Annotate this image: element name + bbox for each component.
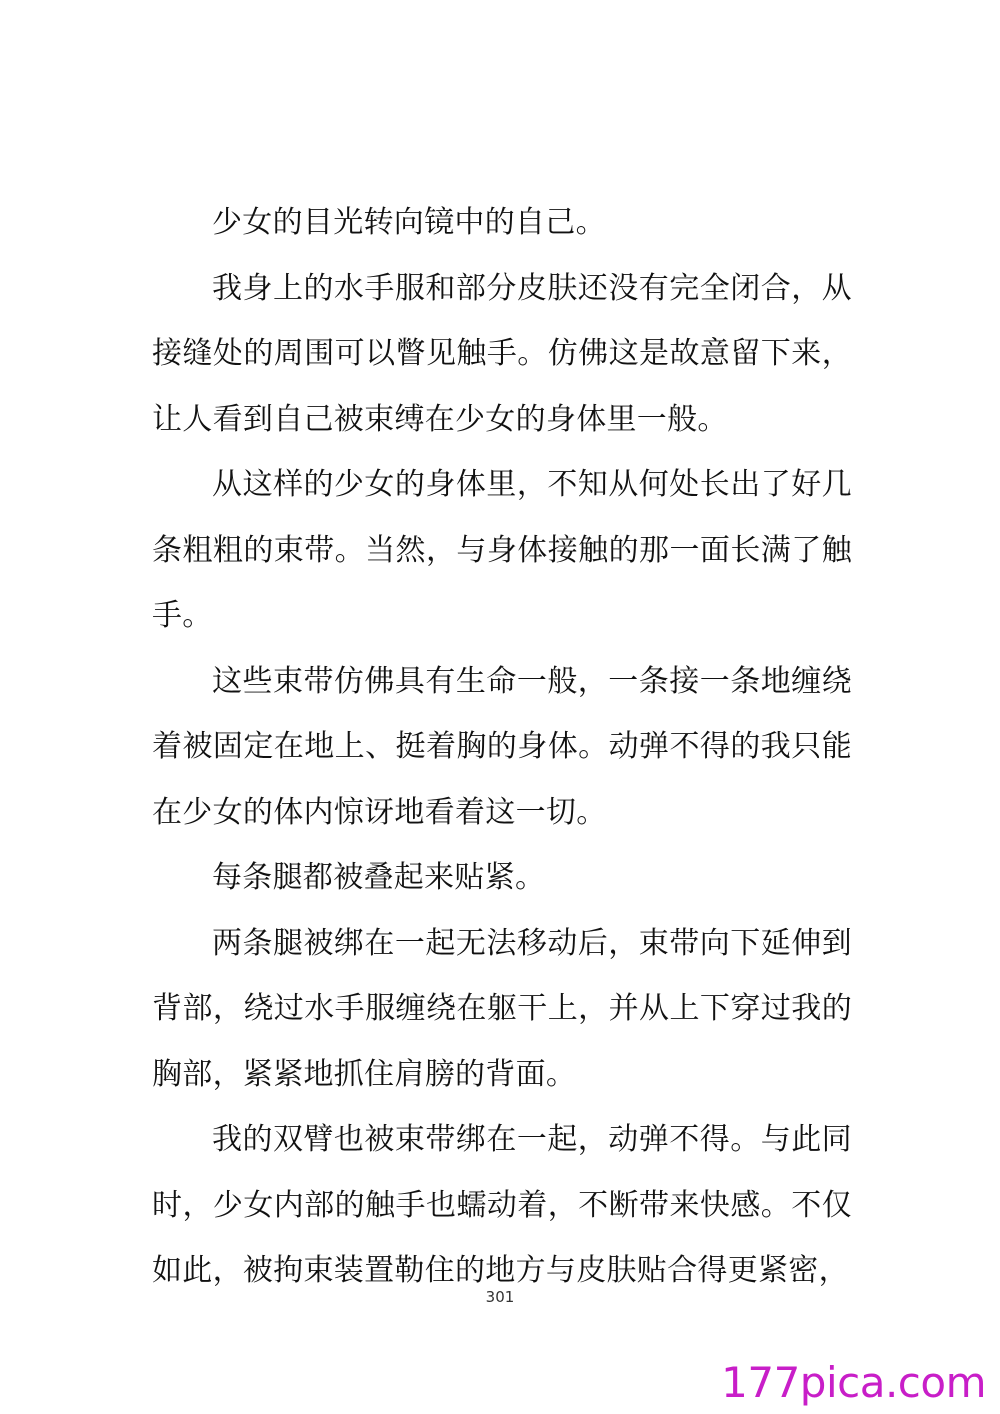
- paragraph-6: 两条腿被绑在一起无法移动后，束带向下延伸到背部，绕过水手服缠绕在躯干上，并从上下穿过我的胸部，紧紧地抓住肩膀的背面。: [152, 925, 852, 1092]
- paragraph-7: 我的双臂也被束带绑在一起，动弹不得。与此同时，少女内部的触手也蠕动着，不断带来快感。不仅如此，被拘束装置勒住的地方与皮肤贴合得更紧密，: [152, 1122, 852, 1288]
- paragraph-2: 我身上的水手服和部分皮肤还没有完全闭合，从接缝处的周围可以瞥见触手。仿佛这是故意留下来，让人看到自己被束缚在少女的身体里一般。: [152, 270, 852, 437]
- paragraph-5: 每条腿都被叠起来贴紧。: [212, 860, 546, 895]
- paragraph-4: 这些束带仿佛具有生命一般，一条接一条地缠绕着被固定在地上、挺着胸的身体。动弹不得的我只能在少女的体内惊讶地看着这一切。: [152, 663, 852, 830]
- body-text: [152, 190, 852, 1304]
- page-number: 301: [485, 1288, 515, 1306]
- paragraph-3: 从这样的少女的身体里，不知从何处长出了好几条粗粗的束带。当然，与身体接触的那一面长满了触手。: [152, 467, 852, 633]
- site-watermark: 177pica.com: [721, 1358, 986, 1407]
- paragraph-1: 少女的目光转向镜中的自己。: [212, 205, 606, 240]
